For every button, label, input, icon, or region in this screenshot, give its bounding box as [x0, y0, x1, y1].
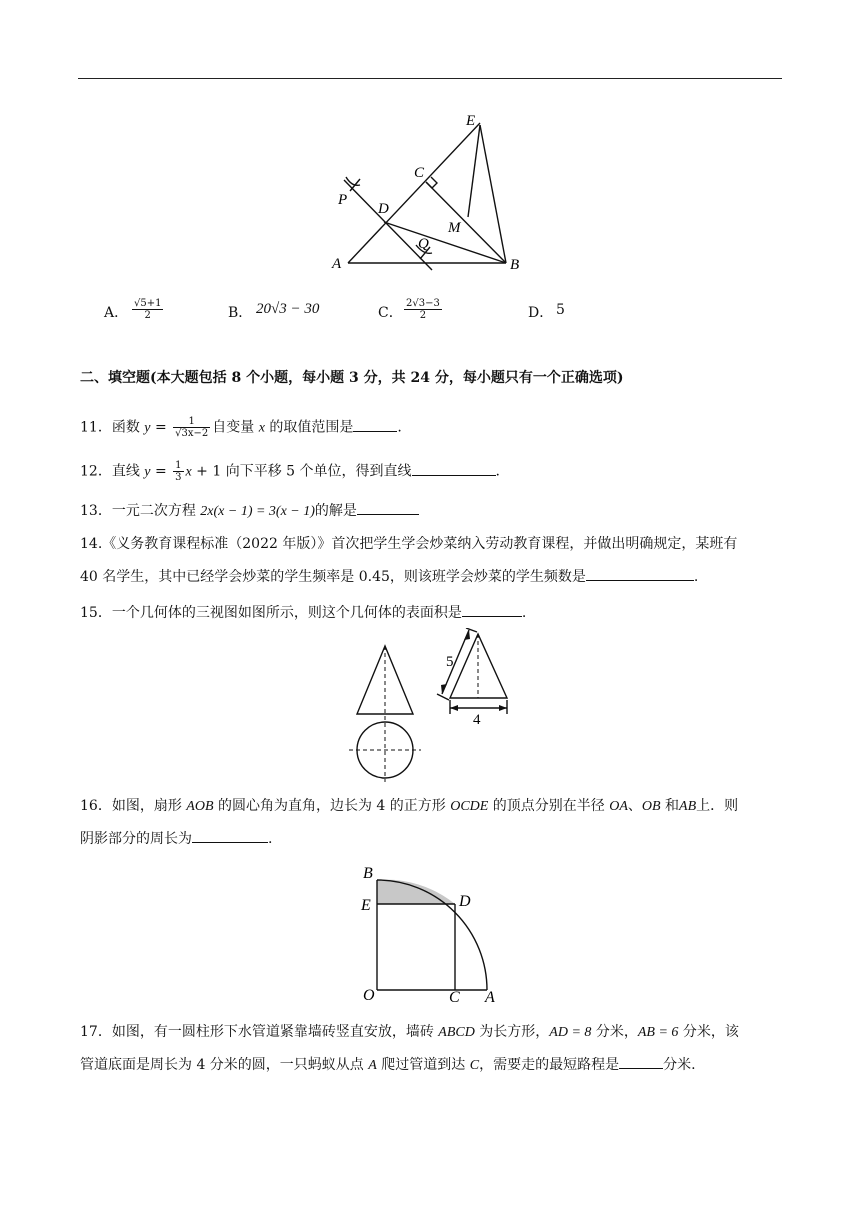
q16-sector-figure: [355, 860, 505, 1005]
q11-number: 11．: [80, 419, 112, 436]
q17-answer-blank[interactable]: [619, 1054, 663, 1069]
q11-numerator: 1: [173, 416, 210, 428]
slant-label: 5: [446, 654, 454, 670]
q16-answer-blank[interactable]: [192, 828, 268, 843]
q13-number: 13．: [80, 503, 112, 519]
q12-period: .: [495, 463, 500, 480]
q11-text: 函数: [111, 419, 145, 436]
q16-sep: 、: [627, 798, 642, 814]
option-c-fraction: [404, 298, 442, 321]
q17-unit-1: 分米，: [591, 1024, 638, 1040]
q17-ad: AD = 8: [549, 1025, 592, 1040]
q11-var-y: y: [144, 420, 151, 436]
q12-var-x: x: [185, 464, 192, 480]
q11-denominator: √3x−2: [175, 428, 209, 439]
base-arrow-right: [499, 705, 507, 711]
fig10-line-eb: [480, 125, 506, 263]
option-a-fraction: [132, 298, 163, 321]
option-c-numerator: 2√3−3: [406, 298, 440, 309]
fig10-label-p: P: [338, 192, 348, 208]
q17-line2-text-4: 分米.: [663, 1057, 696, 1073]
option-d-label: D．: [528, 305, 554, 321]
fig10-label-c: C: [414, 165, 425, 181]
q13-text: 一元二次方程: [111, 503, 201, 519]
question-14-line-2: [80, 566, 780, 587]
label-c: C: [449, 989, 460, 1005]
fig10-label-q: Q: [418, 236, 429, 252]
option-c-label: C．: [378, 305, 403, 321]
base-arrow-left: [450, 705, 458, 711]
q12-text: 直线: [111, 463, 145, 480]
q16-ab: AB: [679, 799, 697, 814]
q17-line2-text-3: ，需要走的最短路程是: [479, 1057, 620, 1073]
fig10-line-cb: [426, 182, 506, 263]
option-a-denominator: 2: [144, 310, 151, 321]
q15-period: .: [521, 605, 527, 621]
option-a-numerator: √5+1: [134, 298, 162, 309]
question-16-line-1: [80, 796, 780, 817]
q12-equals: =: [150, 463, 172, 480]
fig10-label-m: M: [448, 220, 461, 236]
label-a: A: [485, 989, 495, 1005]
q16-and: 和: [660, 798, 680, 814]
q16-period: .: [268, 831, 273, 847]
fig10-line-bm: [468, 125, 480, 217]
q10-options: [104, 298, 764, 326]
q16-oa: OA: [609, 799, 628, 814]
q12-fraction: [173, 460, 183, 483]
fig10-perp-bisector: [344, 180, 432, 270]
slant-tick-bottom: [437, 694, 449, 700]
label-d: D: [459, 893, 471, 910]
q17-line2-text: 管道底面是周长为 4 分米的圆，一只蚂蚁从点: [80, 1057, 369, 1073]
question-12: [80, 460, 780, 484]
q13-answer-blank[interactable]: [357, 500, 419, 515]
fig10-line-db: [384, 222, 506, 263]
header-rule: [78, 78, 782, 79]
option-c-denominator: 2: [419, 310, 427, 321]
q12-numerator: 1: [175, 460, 182, 471]
q14-period: .: [693, 569, 699, 585]
q17-text-2: 为长方形，: [474, 1024, 550, 1040]
question-15: [80, 602, 780, 623]
question-11: [80, 416, 780, 440]
q14-answer-blank[interactable]: [586, 566, 694, 581]
q15-three-view-figure: [345, 628, 520, 783]
q11-equals: =: [150, 419, 172, 436]
q16-number: 16．: [80, 798, 112, 814]
q16-ocde: OCDE: [450, 799, 489, 814]
fig10-label-d: D: [378, 201, 389, 217]
label-b: B: [363, 865, 373, 882]
q17-point-a: A: [368, 1058, 377, 1073]
label-e: E: [361, 897, 371, 914]
q16-text-2: 的圆心角为直角，边长为 4 的正方形: [213, 798, 451, 814]
q17-text: 17．如图，有一圆柱形下水管道紧靠墙砖竖直安放，墙砖: [80, 1024, 439, 1040]
q17-point-c: C: [469, 1058, 480, 1073]
q13-equation: 2x(x − 1) = 3(x − 1): [200, 504, 315, 519]
q16-text: 如图，扇形: [111, 798, 187, 814]
option-d-text: 5: [556, 302, 565, 318]
question-17-line-1: [80, 1022, 780, 1043]
fig10-label-a: A: [332, 256, 342, 272]
q17-unit-2: 分米，该: [678, 1024, 739, 1040]
q12-var-y: y: [144, 464, 151, 480]
q15-answer-blank[interactable]: [462, 602, 522, 617]
q11-text-3: 的取值范围是: [264, 419, 354, 436]
label-o: O: [363, 987, 375, 1004]
slant-arrow-bottom: [441, 684, 447, 694]
q11-answer-blank[interactable]: [353, 417, 397, 432]
question-13: [80, 500, 780, 522]
q13-text-2: 的解是: [314, 503, 357, 519]
q16-line2-text: 阴影部分的周长为: [80, 831, 192, 847]
section-heading: 二、填空题(本大题包括 8 个小题，每小题 3 分，共 24 分，每小题只有一个正确选项): [80, 370, 624, 386]
question-17-line-2: [80, 1054, 780, 1076]
fig10-line-ae: [348, 123, 480, 263]
q11-text-2: 自变量: [212, 419, 259, 436]
q11-period: .: [397, 419, 402, 436]
q16-text-3: 的顶点分别在半径: [488, 798, 610, 814]
q11-fraction: [173, 416, 210, 439]
fig10-label-e: E: [466, 113, 476, 129]
q12-answer-blank[interactable]: [412, 461, 496, 476]
q16-aob: AOB: [186, 799, 214, 814]
q11-var-x: x: [258, 420, 265, 436]
question-14-line-1: 14.《义务教育课程标准（2022 年版）》首次把学生学会炒菜纳入劳动教育课程，并做出明确规定，某班有: [80, 536, 738, 552]
q17-abcd: ABCD: [438, 1025, 475, 1040]
q12-text-2: + 1 向下平移 5 个单位，得到直线: [191, 463, 412, 480]
q14-text: 40 名学生，其中已经学会炒菜的学生频率是 0.45，则该班学会炒菜的学生频数是: [80, 569, 586, 585]
option-b-label: B．: [228, 305, 253, 321]
option-b-text: 20√3 − 30: [256, 301, 320, 317]
shaded-region: [377, 880, 455, 904]
q17-ab: AB = 6: [637, 1025, 679, 1040]
q15-number: 15．: [80, 605, 112, 621]
q16-ob: OB: [641, 799, 661, 814]
q12-denominator: 3: [175, 472, 182, 483]
q16-text-4: 上．则: [696, 798, 739, 814]
question-16-line-2: [80, 828, 780, 849]
q15-text: 一个几何体的三视图如图所示，则这个几何体的表面积是: [111, 605, 462, 621]
base-label: 4: [473, 712, 481, 728]
q12-number: 12．: [80, 463, 112, 480]
q10-figure: [320, 105, 540, 275]
fig10-label-b: B: [510, 257, 520, 273]
option-a-label: A．: [104, 305, 129, 321]
q17-line2-text-2: 爬过管道到达: [376, 1057, 470, 1073]
slant-arrow-top: [464, 630, 470, 640]
